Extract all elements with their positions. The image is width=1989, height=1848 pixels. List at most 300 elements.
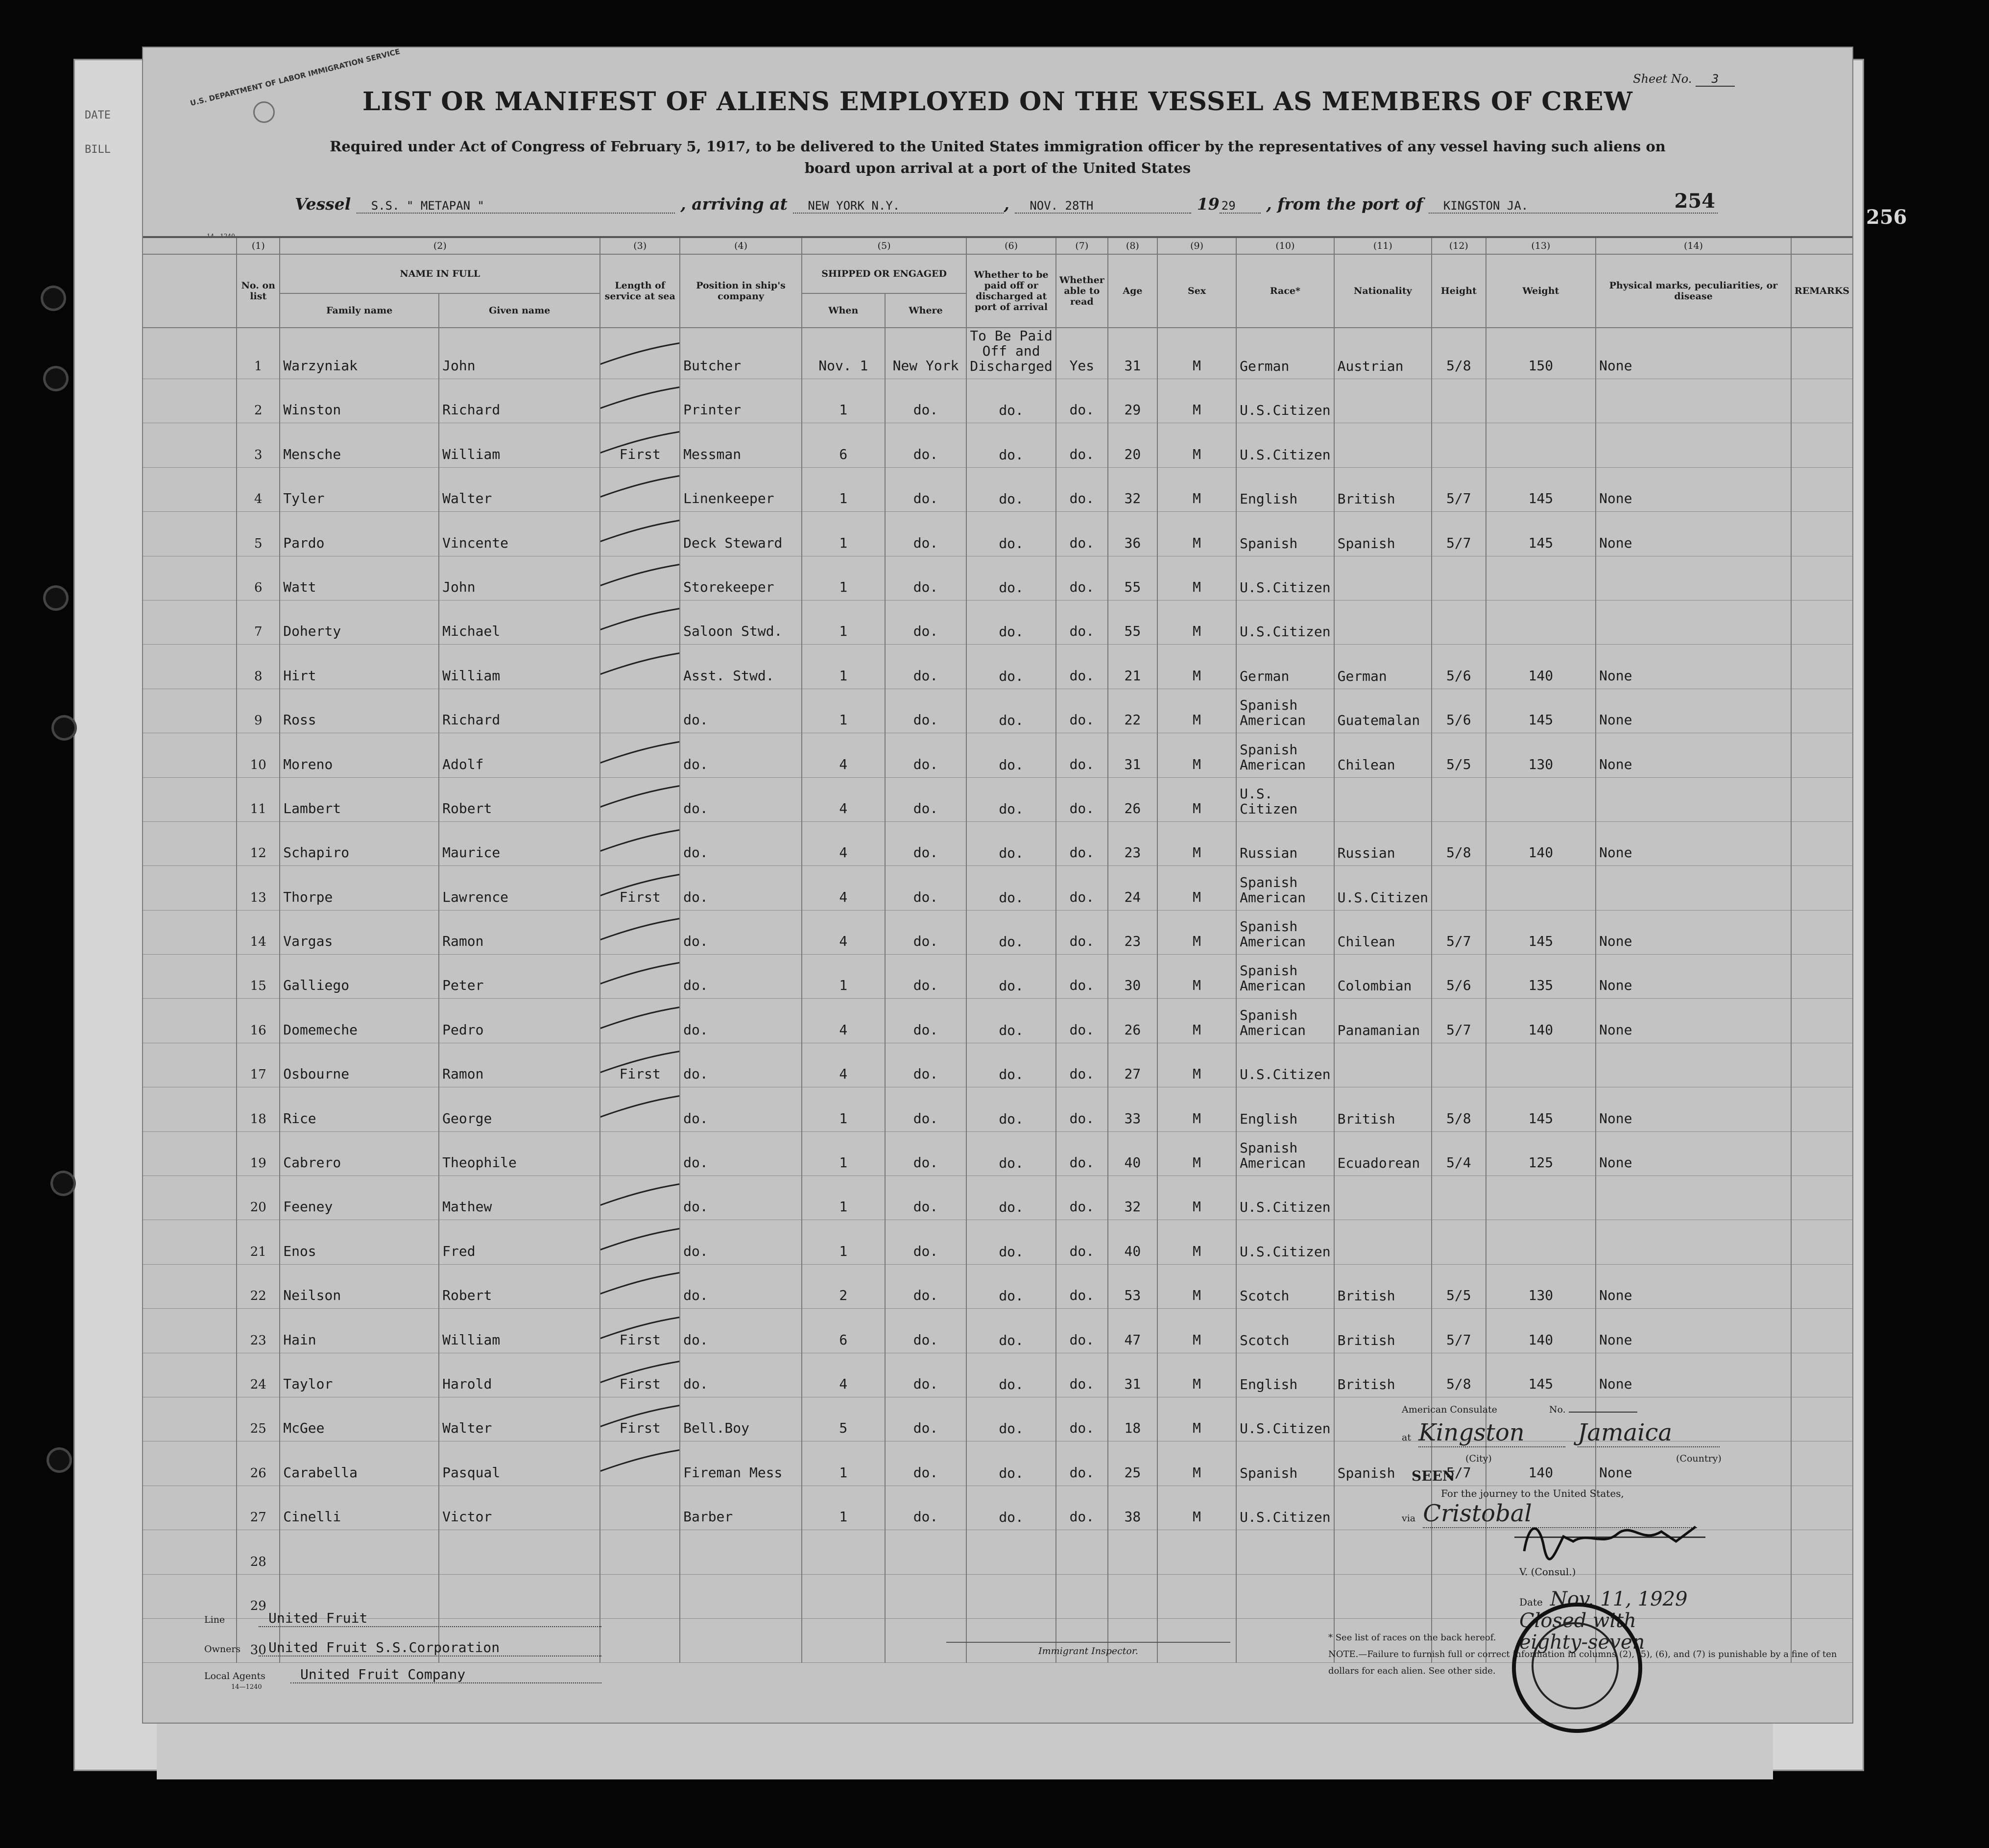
- crew-position: do.: [680, 866, 802, 910]
- crew-shipped-when: 1: [802, 1220, 885, 1264]
- crew-sex: M: [1157, 999, 1236, 1043]
- row-margin: [143, 1309, 237, 1353]
- crew-shipped-when: Nov. 1: [802, 328, 885, 379]
- crew-family-name: Hirt: [280, 645, 439, 689]
- crew-age: [1108, 1530, 1157, 1574]
- arriving-label: , arriving at: [680, 194, 788, 214]
- crew-shipped-where: do.: [885, 689, 967, 733]
- table-row: [143, 821, 1852, 865]
- crew-paid-off: do.: [966, 733, 1056, 777]
- crew-sex: M: [1157, 1176, 1236, 1220]
- crew-position: do.: [680, 733, 802, 777]
- crew-height: [1432, 1176, 1486, 1220]
- crew-remarks: [1791, 1087, 1852, 1131]
- crew-nationality: Spanish: [1334, 512, 1432, 556]
- crew-sex: M: [1157, 1397, 1236, 1441]
- crew-paid-off: do.: [966, 1043, 1056, 1087]
- crew-no: 29: [237, 1574, 280, 1618]
- crew-length-of-service: [600, 1574, 680, 1618]
- header-length-of-service: Length of service at sea: [600, 254, 680, 328]
- check-mark-icon: [600, 1005, 680, 1034]
- crew-height: 5/6: [1432, 689, 1486, 733]
- crew-nationality: [1334, 1176, 1432, 1220]
- crew-paid-off: do.: [966, 1486, 1056, 1530]
- footer-owners-value: United Fruit S.S.Corporation: [259, 1639, 601, 1656]
- crew-given-name: Peter: [439, 955, 600, 999]
- crew-shipped-when: 1: [802, 955, 885, 999]
- crew-no: 9: [237, 689, 280, 733]
- crew-able-to-read: do.: [1056, 1441, 1108, 1486]
- crew-sex: M: [1157, 777, 1236, 821]
- check-mark-icon: [600, 1447, 680, 1477]
- crew-age: 18: [1108, 1397, 1157, 1441]
- check-mark-icon: [600, 1270, 680, 1299]
- crew-paid-off: do.: [966, 645, 1056, 689]
- crew-paid-off: do.: [966, 423, 1056, 467]
- arrival-port: NEW YORK N.Y.: [793, 199, 1004, 214]
- crew-remarks: [1791, 866, 1852, 910]
- crew-length-of-service: First: [600, 423, 680, 467]
- header-paid-off: Whether to be paid off or discharged at port of arrival: [966, 254, 1056, 328]
- footnote-races: * See list of races on the back hereof.: [1328, 1632, 1496, 1643]
- crew-given-name: Mathew: [439, 1176, 600, 1220]
- crew-shipped-where: do.: [885, 379, 967, 423]
- col-num-6: (6): [966, 237, 1056, 254]
- table-row: [143, 512, 1852, 556]
- col-num-5: (5): [802, 237, 966, 254]
- check-mark-icon: [600, 650, 680, 680]
- crew-paid-off: do.: [966, 1264, 1056, 1308]
- crew-given-name: Robert: [439, 1264, 600, 1308]
- crew-no: 14: [237, 910, 280, 954]
- crew-weight: [1486, 379, 1596, 423]
- table-row: [143, 1309, 1852, 1353]
- crew-paid-off: do.: [966, 556, 1056, 600]
- row-margin: [143, 1353, 237, 1397]
- row-margin: [143, 955, 237, 999]
- header-family-name: Family name: [280, 293, 439, 328]
- crew-no: 10: [237, 733, 280, 777]
- crew-able-to-read: do.: [1056, 1131, 1108, 1176]
- crew-weight: [1486, 556, 1596, 600]
- year-prefix: 19: [1197, 194, 1220, 214]
- crew-family-name: Ross: [280, 689, 439, 733]
- crew-length-of-service: [600, 512, 680, 556]
- crew-family-name: Cinelli: [280, 1486, 439, 1530]
- crew-age: 29: [1108, 379, 1157, 423]
- crew-shipped-when: 2: [802, 1264, 885, 1308]
- crew-given-name: William: [439, 645, 600, 689]
- crew-race: [1236, 1618, 1334, 1662]
- crew-height: 5/4: [1432, 1131, 1486, 1176]
- crew-position: Fireman Mess: [680, 1441, 802, 1486]
- table-row: [143, 1131, 1852, 1176]
- crew-height: 5/8: [1432, 1087, 1486, 1131]
- crew-family-name: Pardo: [280, 512, 439, 556]
- footer-owners-label: Owners: [204, 1644, 241, 1655]
- crew-sex: M: [1157, 1353, 1236, 1397]
- crew-sex: [1157, 1574, 1236, 1618]
- crew-sex: M: [1157, 512, 1236, 556]
- crew-given-name: George: [439, 1087, 600, 1131]
- crew-position: do.: [680, 777, 802, 821]
- crew-height: [1432, 866, 1486, 910]
- sheet-number-value: 3: [1696, 72, 1735, 87]
- crew-race: U.S.Citizen: [1236, 1486, 1334, 1530]
- crew-shipped-when: 1: [802, 512, 885, 556]
- row-margin: [143, 1043, 237, 1087]
- check-mark-icon: [600, 1359, 680, 1388]
- crew-remarks: [1791, 821, 1852, 865]
- crew-family-name: Carabella: [280, 1441, 439, 1486]
- col-num-1: (1): [237, 237, 280, 254]
- crew-family-name: Cabrero: [280, 1131, 439, 1176]
- crew-age: 26: [1108, 777, 1157, 821]
- crew-shipped-where: [885, 1574, 967, 1618]
- consulate-date-label: Date: [1519, 1596, 1543, 1608]
- crew-paid-off: do.: [966, 999, 1056, 1043]
- crew-height: [1432, 1220, 1486, 1264]
- crew-sex: M: [1157, 379, 1236, 423]
- col-num-2: (2): [280, 237, 600, 254]
- crew-sex: M: [1157, 866, 1236, 910]
- back-sheet-text-bill: BILL: [85, 144, 111, 156]
- crew-length-of-service: [600, 467, 680, 511]
- crew-height: 5/8: [1432, 821, 1486, 865]
- consul-label: V. (Consul.): [1519, 1566, 1576, 1578]
- crew-no: 7: [237, 600, 280, 644]
- crew-race: Spanish American: [1236, 1131, 1334, 1176]
- crew-sex: M: [1157, 1131, 1236, 1176]
- crew-length-of-service: [600, 1486, 680, 1530]
- crew-age: 25: [1108, 1441, 1157, 1486]
- footnote-penalty: NOTE.—Failure to furnish full or correct information in columns (2), (5), (6), and (7) is punishable by a fine of ten dollars for each alien. See other side.: [1328, 1649, 1837, 1676]
- crew-remarks: [1791, 600, 1852, 644]
- row-margin: [143, 1486, 237, 1530]
- table-row: [143, 1220, 1852, 1264]
- crew-weight: 140: [1486, 645, 1596, 689]
- header-nationality: Nationality: [1334, 254, 1432, 328]
- crew-remarks: [1791, 423, 1852, 467]
- crew-length-of-service: [600, 821, 680, 865]
- crew-able-to-read: do.: [1056, 866, 1108, 910]
- crew-family-name: Neilson: [280, 1264, 439, 1308]
- departure-port: KINGSTON JA.: [1429, 199, 1718, 214]
- col-num-9: (9): [1157, 237, 1236, 254]
- crew-position: do.: [680, 955, 802, 999]
- row-margin: [143, 777, 237, 821]
- binder-hole: [46, 368, 66, 389]
- crew-race: German: [1236, 645, 1334, 689]
- header-no-on-list: No. on list: [237, 254, 280, 328]
- crew-no: 2: [237, 379, 280, 423]
- crew-age: 33: [1108, 1087, 1157, 1131]
- crew-age: 55: [1108, 556, 1157, 600]
- manifest-subtitle: Required under Act of Congress of February 5, 1917, to be delivered to the United States immigration officer by the representatives of any vessel having such aliens on board upon arrival at a port of the United States: [330, 138, 1666, 176]
- col-num-12: (12): [1432, 237, 1486, 254]
- check-mark-icon: [600, 429, 680, 458]
- crew-sex: M: [1157, 1264, 1236, 1308]
- crew-physical-marks: None: [1596, 328, 1791, 379]
- crew-shipped-where: do.: [885, 1043, 967, 1087]
- footer-owners-field: [204, 1639, 601, 1656]
- table-row: [143, 955, 1852, 999]
- crew-shipped-where: do.: [885, 1264, 967, 1308]
- check-mark-icon: [600, 960, 680, 989]
- crew-shipped-where: do.: [885, 821, 967, 865]
- crew-position: Asst. Stwd.: [680, 645, 802, 689]
- col-num-10: (10): [1236, 237, 1334, 254]
- crew-physical-marks: None: [1596, 999, 1791, 1043]
- crew-family-name: Watt: [280, 556, 439, 600]
- crew-nationality: Chilean: [1334, 910, 1432, 954]
- table-row: [143, 910, 1852, 954]
- crew-sex: M: [1157, 328, 1236, 379]
- check-mark-icon: [600, 340, 680, 370]
- row-margin: [143, 866, 237, 910]
- crew-shipped-where: [885, 1530, 967, 1574]
- vessel-line: Vessel S.S. " METAPAN " , arriving at NEW YORK N.Y. , NOV. 28TH 19 29 , from the port of KINGSTON JA.: [295, 194, 1666, 214]
- crew-shipped-when: 4: [802, 1353, 885, 1397]
- crew-shipped-when: 1: [802, 1441, 885, 1486]
- crew-sex: M: [1157, 600, 1236, 644]
- crew-position: do.: [680, 1353, 802, 1397]
- crew-able-to-read: [1056, 1574, 1108, 1618]
- crew-nationality: Austrian: [1334, 328, 1432, 379]
- crew-sex: M: [1157, 1486, 1236, 1530]
- crew-family-name: Warzyniak: [280, 328, 439, 379]
- check-mark-icon: [600, 1093, 680, 1123]
- crew-height: 5/5: [1432, 733, 1486, 777]
- check-mark-icon: [600, 1403, 680, 1432]
- crew-able-to-read: do.: [1056, 955, 1108, 999]
- crew-physical-marks: None: [1596, 1087, 1791, 1131]
- crew-family-name: Feeney: [280, 1176, 439, 1220]
- crew-nationality: Russian: [1334, 821, 1432, 865]
- crew-paid-off: do.: [966, 379, 1056, 423]
- crew-able-to-read: do.: [1056, 1176, 1108, 1220]
- crew-family-name: Vargas: [280, 910, 439, 954]
- crew-shipped-when: 1: [802, 1131, 885, 1176]
- check-mark-icon: [600, 783, 680, 813]
- crew-given-name: Pedro: [439, 999, 600, 1043]
- header-age: Age: [1108, 254, 1157, 328]
- crew-race: Scotch: [1236, 1264, 1334, 1308]
- crew-weight: 145: [1486, 910, 1596, 954]
- crew-physical-marks: [1596, 556, 1791, 600]
- crew-no: 27: [237, 1486, 280, 1530]
- crew-sex: M: [1157, 1043, 1236, 1087]
- crew-position: do.: [680, 1043, 802, 1087]
- crew-length-of-service: [600, 733, 680, 777]
- col-num-7: (7): [1056, 237, 1108, 254]
- row-margin: [143, 821, 237, 865]
- crew-given-name: [439, 1530, 600, 1574]
- table-row: [143, 999, 1852, 1043]
- crew-age: 31: [1108, 328, 1157, 379]
- crew-position: do.: [680, 821, 802, 865]
- crew-length-of-service: [600, 1131, 680, 1176]
- crew-nationality: [1334, 1043, 1432, 1087]
- crew-shipped-when: [802, 1618, 885, 1662]
- row-margin: [143, 1087, 237, 1131]
- crew-position: do.: [680, 1264, 802, 1308]
- crew-age: 23: [1108, 821, 1157, 865]
- crew-able-to-read: do.: [1056, 821, 1108, 865]
- crew-race: Spanish: [1236, 512, 1334, 556]
- crew-no: 18: [237, 1087, 280, 1131]
- crew-height: 5/7: [1432, 1309, 1486, 1353]
- crew-no: 28: [237, 1530, 280, 1574]
- row-margin: [143, 600, 237, 644]
- crew-family-name: Moreno: [280, 733, 439, 777]
- consulate-label: American Consulate: [1402, 1404, 1497, 1415]
- crew-race: Spanish American: [1236, 910, 1334, 954]
- crew-weight: [1486, 600, 1596, 644]
- crew-no: 6: [237, 556, 280, 600]
- check-mark-icon: [600, 1049, 680, 1078]
- footer-line-value: United Fruit: [259, 1610, 601, 1627]
- crew-shipped-when: 1: [802, 600, 885, 644]
- crew-family-name: Winston: [280, 379, 439, 423]
- agency-label: U.S. DEPARTMENT OF LABOR IMMIGRATION SERVICE: [189, 47, 401, 108]
- crew-sex: M: [1157, 1441, 1236, 1486]
- consulate-at-label: at: [1402, 1432, 1411, 1443]
- crew-able-to-read: do.: [1056, 1264, 1108, 1308]
- crew-weight: 135: [1486, 955, 1596, 999]
- crew-remarks: [1791, 1131, 1852, 1176]
- footer-agents-label: Local Agents: [204, 1671, 265, 1681]
- crew-paid-off: do.: [966, 600, 1056, 644]
- crew-nationality: British: [1334, 1264, 1432, 1308]
- crew-no: 3: [237, 423, 280, 467]
- check-mark-icon: [600, 827, 680, 857]
- crew-weight: 140: [1486, 1441, 1596, 1486]
- crew-sex: M: [1157, 467, 1236, 511]
- crew-weight: 145: [1486, 689, 1596, 733]
- vessel-label: Vessel: [295, 194, 351, 214]
- crew-paid-off: do.: [966, 467, 1056, 511]
- check-mark-icon: [600, 518, 680, 547]
- crew-shipped-when: 5: [802, 1397, 885, 1441]
- row-margin: [143, 1176, 237, 1220]
- binder-hole: [46, 588, 66, 608]
- crew-nationality: Colombian: [1334, 955, 1432, 999]
- crew-no: 4: [237, 467, 280, 511]
- crew-shipped-when: 1: [802, 379, 885, 423]
- crew-remarks: [1791, 556, 1852, 600]
- table-row: [143, 423, 1852, 467]
- crew-nationality: Chilean: [1334, 733, 1432, 777]
- crew-paid-off: [966, 1574, 1056, 1618]
- consulate-city: Kingston: [1418, 1419, 1565, 1447]
- crew-family-name: McGee: [280, 1397, 439, 1441]
- crew-no: 1: [237, 328, 280, 379]
- header-able-to-read: Whether able to read: [1056, 254, 1108, 328]
- crew-height: 5/6: [1432, 955, 1486, 999]
- row-margin: [143, 1264, 237, 1308]
- crew-remarks: [1791, 777, 1852, 821]
- via-port: Cristobal: [1423, 1500, 1697, 1528]
- crew-weight: [1486, 1176, 1596, 1220]
- crew-shipped-where: do.: [885, 1087, 967, 1131]
- crew-weight: 125: [1486, 1131, 1596, 1176]
- crew-sex: M: [1157, 1220, 1236, 1264]
- crew-weight: 140: [1486, 1309, 1596, 1353]
- crew-age: 26: [1108, 999, 1157, 1043]
- sheet-number: [1633, 72, 1735, 87]
- col-num-14: (14): [1596, 237, 1791, 254]
- crew-race: German: [1236, 328, 1334, 379]
- arrival-year: 29: [1220, 199, 1261, 214]
- crew-shipped-where: do.: [885, 512, 967, 556]
- closed-with-note: Closed with eighty-seven: [1519, 1609, 1645, 1654]
- crew-paid-off: [966, 1530, 1056, 1574]
- crew-physical-marks: [1596, 1220, 1791, 1264]
- stamp-number-back: 256: [1866, 206, 1907, 229]
- via-label: via: [1402, 1513, 1416, 1524]
- crew-race: Russian: [1236, 821, 1334, 865]
- table-row: [143, 600, 1852, 644]
- crew-paid-off: do.: [966, 1087, 1056, 1131]
- crew-paid-off: do.: [966, 910, 1056, 954]
- crew-shipped-when: 4: [802, 821, 885, 865]
- crew-length-of-service: [600, 910, 680, 954]
- crew-no: 22: [237, 1264, 280, 1308]
- check-mark-icon: [600, 1226, 680, 1255]
- crew-physical-marks: None: [1596, 1441, 1791, 1486]
- crew-no: 25: [237, 1397, 280, 1441]
- crew-position: do.: [680, 1131, 802, 1176]
- crew-weight: [1486, 1220, 1596, 1264]
- crew-shipped-when: 1: [802, 1176, 885, 1220]
- crew-shipped-where: do.: [885, 955, 967, 999]
- crew-age: 31: [1108, 733, 1157, 777]
- consulate-no-label: No.: [1549, 1404, 1566, 1415]
- binder-hole: [54, 718, 74, 738]
- manifest-page: [142, 47, 1853, 1724]
- header-given-name: Given name: [439, 293, 600, 328]
- check-mark-icon: [600, 872, 680, 901]
- crew-physical-marks: [1596, 777, 1791, 821]
- table-row: [143, 645, 1852, 689]
- header-name-in-full: NAME IN FULL: [280, 254, 600, 293]
- crew-height: 5/7: [1432, 1441, 1486, 1486]
- footnotes: [1328, 1630, 1847, 1680]
- crew-height: 5/7: [1432, 512, 1486, 556]
- crew-shipped-where: do.: [885, 1353, 967, 1397]
- crew-given-name: Ramon: [439, 910, 600, 954]
- crew-physical-marks: None: [1596, 645, 1791, 689]
- crew-nationality: [1334, 1220, 1432, 1264]
- crew-race: Scotch: [1236, 1309, 1334, 1353]
- crew-able-to-read: do.: [1056, 777, 1108, 821]
- crew-height: 5/7: [1432, 910, 1486, 954]
- journey-label: For the journey to the United States,: [1441, 1488, 1624, 1499]
- row-margin: [143, 556, 237, 600]
- crew-shipped-where: do.: [885, 645, 967, 689]
- crew-race: U.S.Citizen: [1236, 1043, 1334, 1087]
- crew-remarks: [1791, 645, 1852, 689]
- binder-hole: [53, 1173, 73, 1194]
- crew-race: U.S.Citizen: [1236, 379, 1334, 423]
- crew-able-to-read: do.: [1056, 1353, 1108, 1397]
- crew-sex: M: [1157, 1309, 1236, 1353]
- crew-physical-marks: None: [1596, 910, 1791, 954]
- crew-race: Spanish American: [1236, 955, 1334, 999]
- crew-paid-off: do.: [966, 1220, 1056, 1264]
- crew-no: 26: [237, 1441, 280, 1486]
